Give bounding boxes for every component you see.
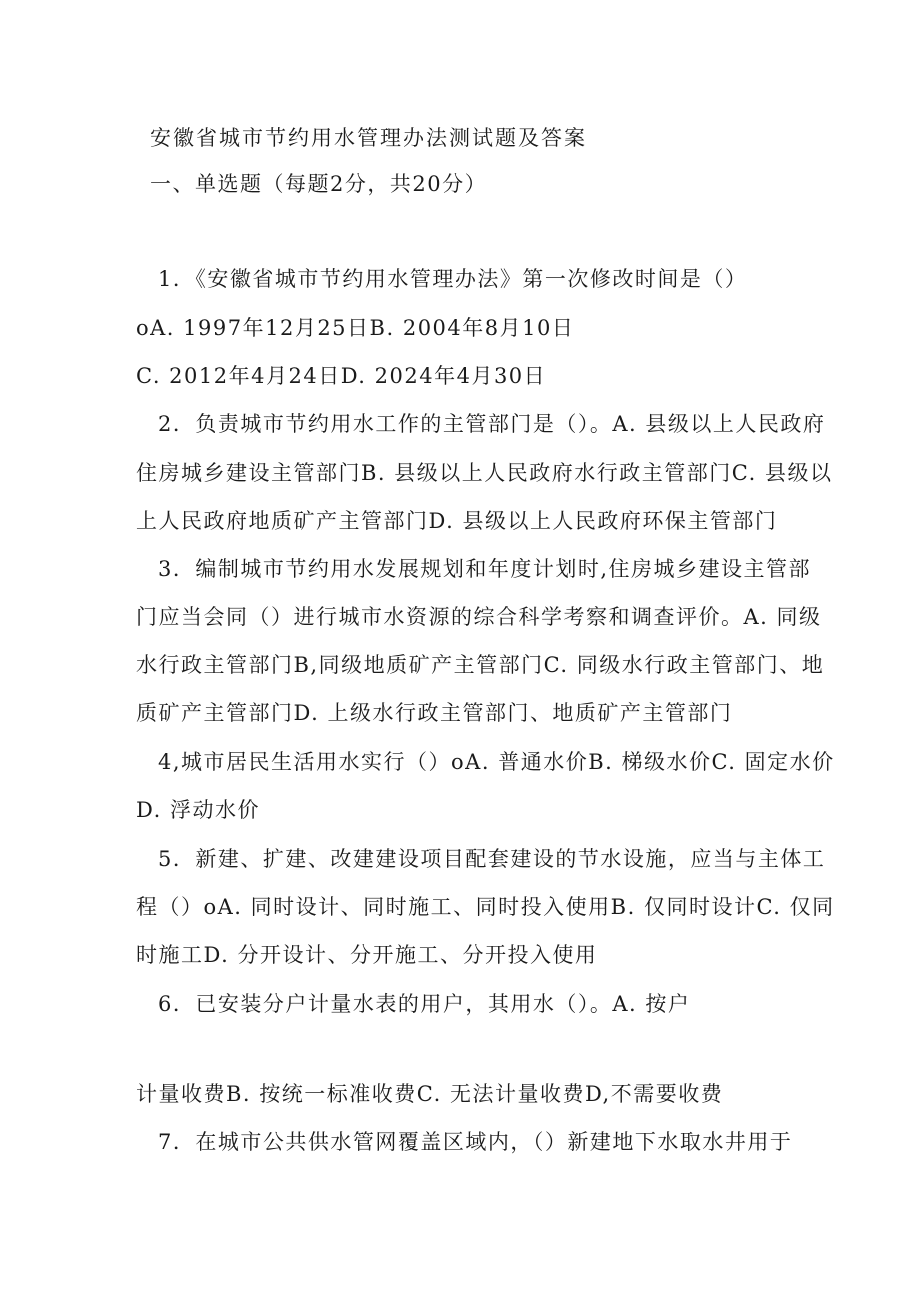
question-7-line-1: 7．在城市公共供水管网覆盖区域内，（）新建地下水取水井用于 [158, 1130, 793, 1154]
question-4-line-1: 4,城市居民生活用水实行（）oA. 普通水价B. 梯级水价C. 固定水价 [158, 750, 835, 774]
question-3-line-3: 水行政主管部门B,同级地质矿产主管部门C. 同级水行政主管部门、地 [136, 653, 825, 677]
question-3-line-1: 3．编制城市节约用水发展规划和年度计划时,住房城乡建设主管部 [158, 557, 812, 581]
question-5-line-2: 程（）oA. 同时设计、同时施工、同时投入使用B. 仅同时设计C. 仅同 [136, 895, 835, 919]
question-5-line-1: 5．新建、扩建、改建建设项目配套建设的节水设施，应当与主体工 [158, 847, 826, 871]
section-heading: 一、单选题（每题2分，共20分） [150, 172, 488, 196]
document-title: 安徽省城市节约用水管理办法测试题及答案 [150, 126, 587, 150]
question-2-line-1: 2．负责城市节约用水工作的主管部门是（）。A. 县级以上人民政府 [158, 412, 826, 436]
question-1-options-c-d: C. 2012年4月24日D. 2024年4月30日 [136, 364, 547, 388]
question-6-line-1: 6．已安装分户计量水表的用户，其用水（）。A. 按户 [158, 992, 691, 1016]
question-6-line-2: 计量收费B. 按统一标准收费C. 无法计量收费D,不需要收费 [136, 1082, 724, 1106]
question-3-line-4: 质矿产主管部门D. 上级水行政主管部门、地质矿产主管部门 [136, 701, 733, 725]
question-4-line-2: D. 浮动水价 [136, 798, 260, 822]
question-1-line-1: 1．《安徽省城市节约用水管理办法》第一次修改时间是（） [158, 267, 748, 291]
question-2-line-2: 住房城乡建设主管部门B. 县级以上人民政府水行政主管部门C. 县级以 [136, 461, 833, 485]
question-3-line-2: 门应当会同（）进行城市水资源的综合科学考察和调查评价。A. 同级 [136, 605, 822, 629]
question-5-line-3: 时施工D. 分开设计、分开施工、分开投入使用 [136, 943, 598, 967]
question-1-options-a-b: oA. 1997年12月25日B. 2004年8月10日 [136, 316, 575, 340]
question-2-line-3: 上人民政府地质矿产主管部门D. 县级以上人民政府环保主管部门 [136, 509, 778, 533]
